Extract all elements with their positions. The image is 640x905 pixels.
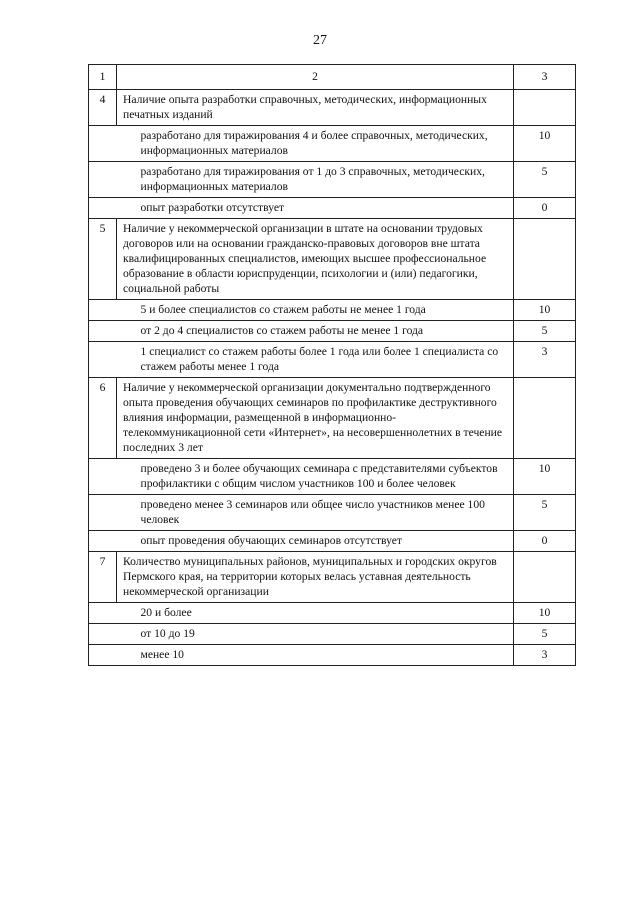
score-cell: 5	[514, 495, 576, 531]
criterion-text: Наличие у некоммерческой организации документально подтвержденного опыта проведения обучающих семинаров по профилактике деструктивного влияния информации, размещенной в информационно-телекоммуникационной сети «Интернет», на несовершеннолетних в течение последних 3 лет	[117, 378, 514, 459]
option-text: менее 10	[117, 645, 514, 666]
score-cell: 0	[514, 531, 576, 552]
row-number	[89, 321, 117, 342]
option-row	[89, 198, 576, 219]
header-col-2: 2	[117, 65, 514, 90]
row-number: 4	[89, 90, 117, 126]
option-text: 5 и более специалистов со стажем работы не менее 1 года	[117, 300, 514, 321]
score-cell: 10	[514, 459, 576, 495]
criterion-row	[89, 552, 576, 603]
option-row	[89, 126, 576, 162]
score-cell: 10	[514, 603, 576, 624]
criterion-row	[89, 219, 576, 300]
row-number	[89, 198, 117, 219]
score-cell	[514, 90, 576, 126]
option-row	[89, 624, 576, 645]
header-col-1: 1	[89, 65, 117, 90]
option-text: проведено менее 3 семинаров или общее число участников менее 100 человек	[117, 495, 514, 531]
score-cell: 10	[514, 126, 576, 162]
row-number	[89, 126, 117, 162]
option-row	[89, 300, 576, 321]
option-text: разработано для тиражирования 4 и более справочных, методических, информационных материалов	[117, 126, 514, 162]
option-text: 1 специалист со стажем работы более 1 года или более 1 специалиста со стажем работы менее 1 года	[117, 342, 514, 378]
option-text: 20 и более	[117, 603, 514, 624]
row-number	[89, 459, 117, 495]
option-row	[89, 603, 576, 624]
score-cell: 3	[514, 645, 576, 666]
option-row	[89, 495, 576, 531]
option-text: проведено 3 и более обучающих семинара с представителями субъектов профилактики с общим числом участников 100 и более человек	[117, 459, 514, 495]
score-cell: 10	[514, 300, 576, 321]
option-row	[89, 321, 576, 342]
score-cell: 5	[514, 162, 576, 198]
option-text: опыт разработки отсутствует	[117, 198, 514, 219]
criterion-row	[89, 90, 576, 126]
criterion-text: Количество муниципальных районов, муниципальных и городских округов Пермского края, на территории которых велась уставная деятельность некоммерческой организации	[117, 552, 514, 603]
option-row	[89, 531, 576, 552]
row-number	[89, 162, 117, 198]
option-row	[89, 645, 576, 666]
criteria-table	[88, 64, 576, 666]
row-number	[89, 300, 117, 321]
score-cell	[514, 552, 576, 603]
row-number	[89, 495, 117, 531]
criteria-table-body	[89, 65, 576, 666]
criterion-text: Наличие опыта разработки справочных, методических, информационных печатных изданий	[117, 90, 514, 126]
score-cell: 5	[514, 321, 576, 342]
row-number	[89, 645, 117, 666]
score-cell: 3	[514, 342, 576, 378]
score-cell	[514, 219, 576, 300]
score-cell: 0	[514, 198, 576, 219]
criterion-text: Наличие у некоммерческой организации в штате на основании трудовых договоров или на основании гражданско-правовых договоров вне штата квалифицированных специалистов, имеющих высшее профессиональное образование в области юриспруденции, психологии и (или) педагогики, социальной работы	[117, 219, 514, 300]
option-row	[89, 162, 576, 198]
page-number: 27	[313, 33, 327, 48]
row-number	[89, 624, 117, 645]
row-number: 5	[89, 219, 117, 300]
option-row	[89, 342, 576, 378]
row-number: 6	[89, 378, 117, 459]
row-number	[89, 603, 117, 624]
option-text: от 2 до 4 специалистов со стажем работы не менее 1 года	[117, 321, 514, 342]
criterion-row	[89, 378, 576, 459]
option-text: разработано для тиражирования от 1 до 3 справочных, методических, информационных материалов	[117, 162, 514, 198]
option-text: опыт проведения обучающих семинаров отсутствует	[117, 531, 514, 552]
option-row	[89, 459, 576, 495]
score-cell	[514, 378, 576, 459]
row-number: 7	[89, 552, 117, 603]
row-number	[89, 342, 117, 378]
option-text: от 10 до 19	[117, 624, 514, 645]
score-cell: 5	[514, 624, 576, 645]
table-header-row	[89, 65, 576, 90]
header-col-3: 3	[514, 65, 576, 90]
row-number	[89, 531, 117, 552]
